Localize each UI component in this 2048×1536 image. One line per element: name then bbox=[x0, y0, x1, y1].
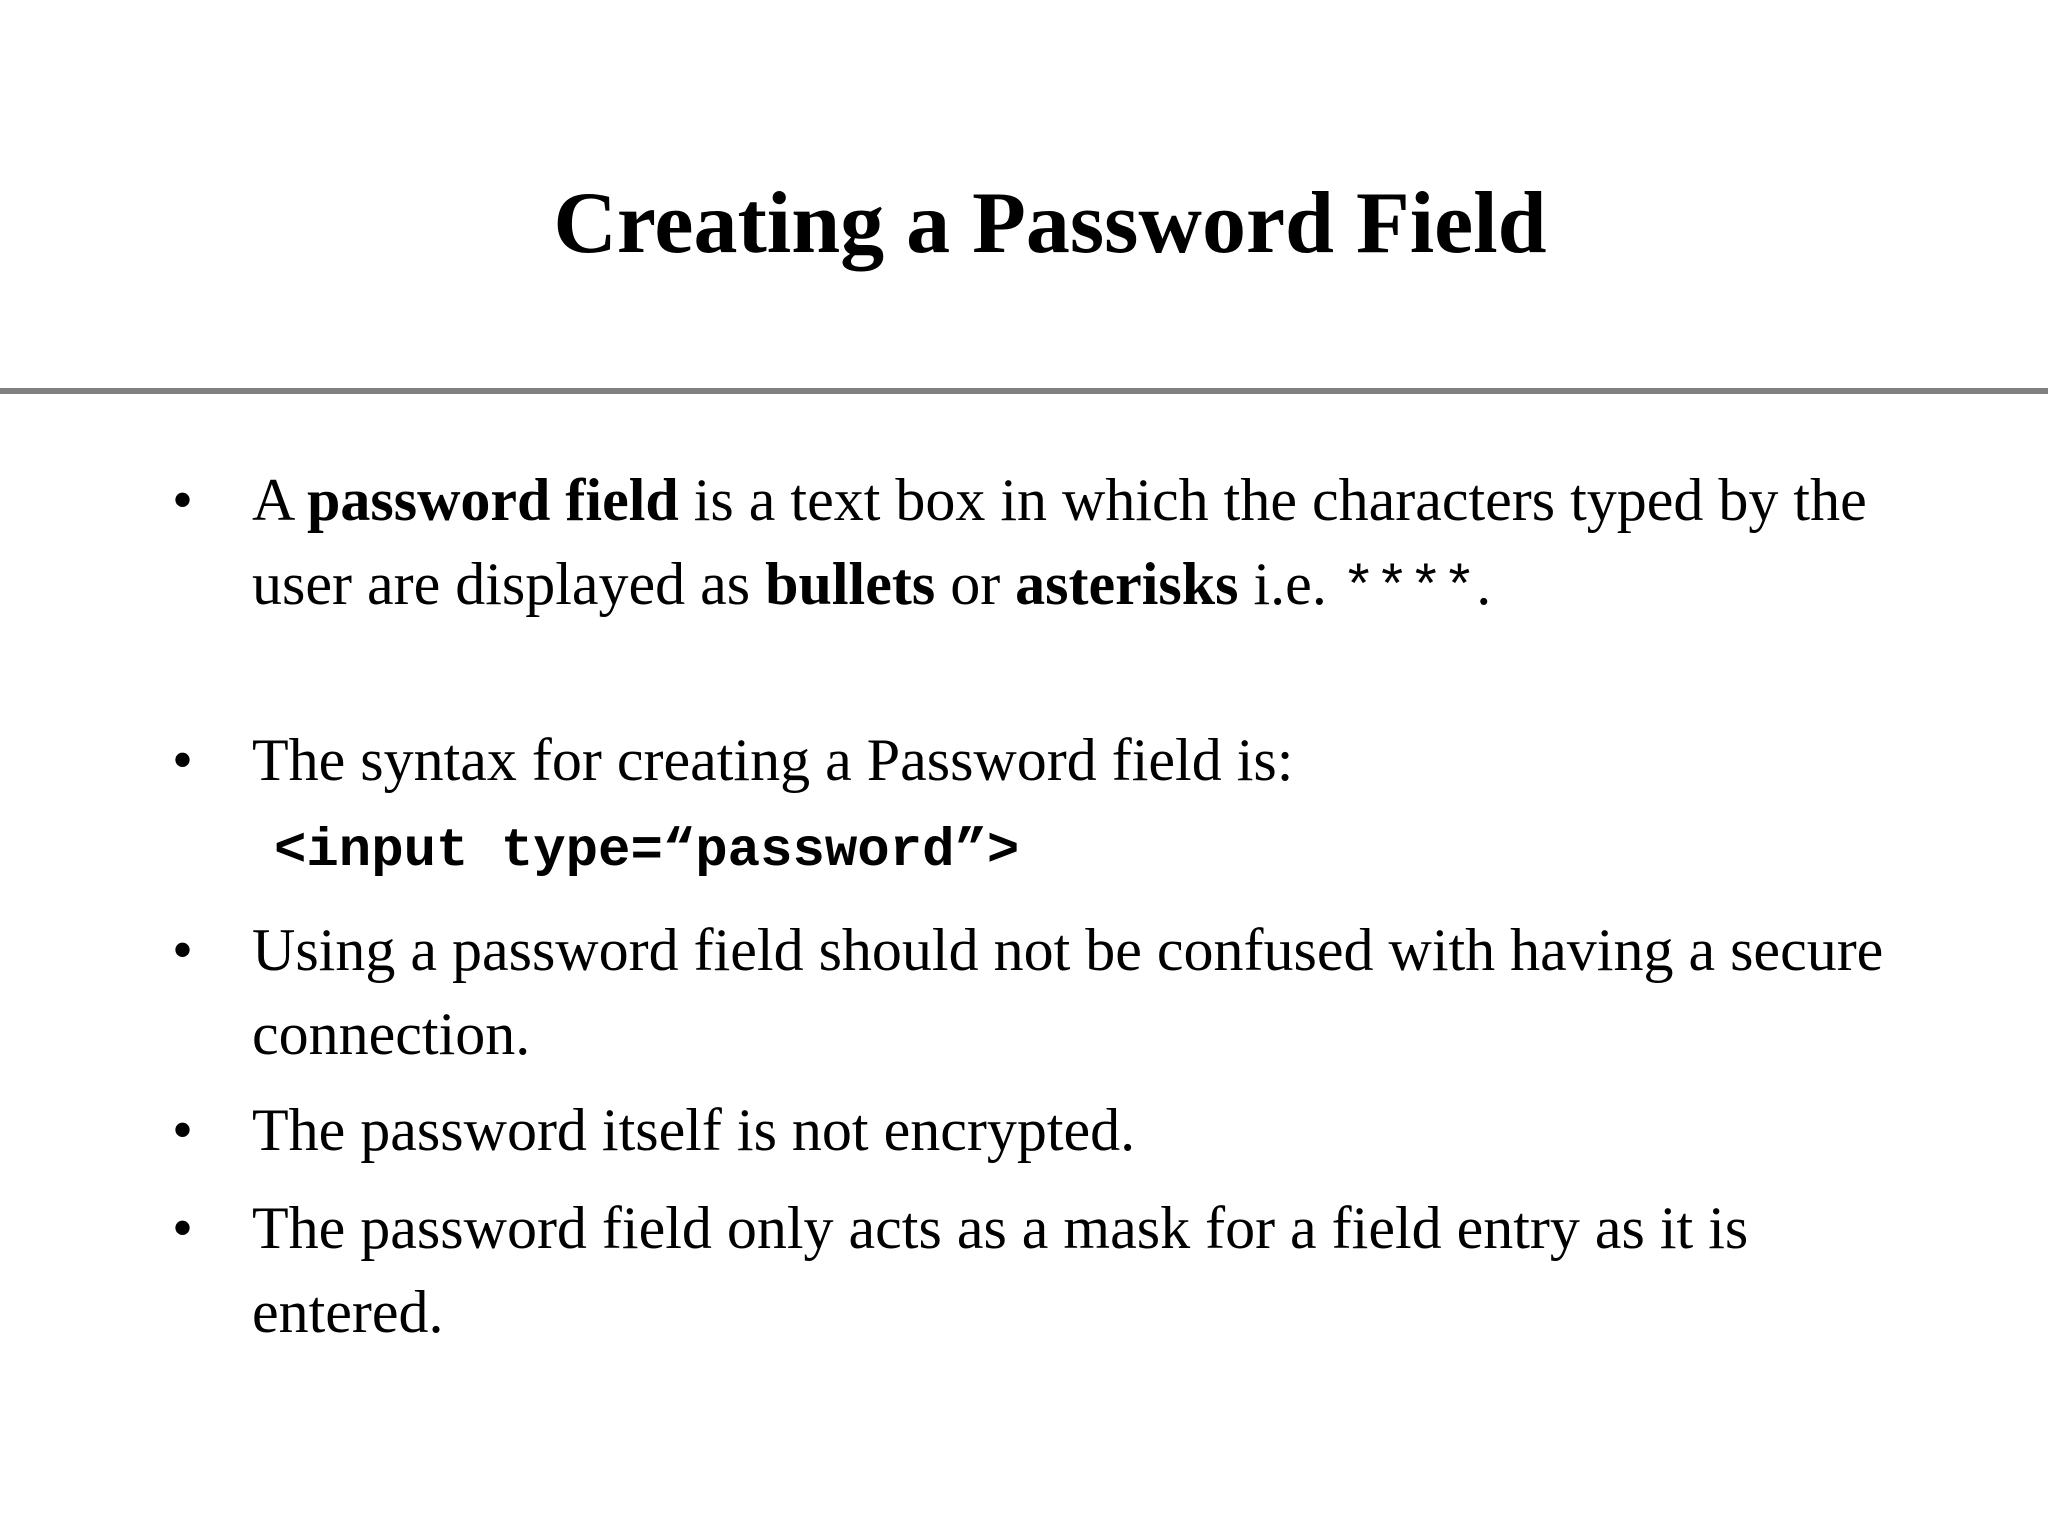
text-segment: is a text box in which the characters typed by the user are displayed as bbox=[252, 467, 1867, 617]
bullet-marker: • bbox=[172, 1097, 194, 1163]
bullet-item-mask: The password field only acts as a mask for a field entry as it is entered. bbox=[252, 1195, 1749, 1345]
text-segment: i.e. bbox=[1238, 551, 1342, 617]
code-snippet: <input type=“password”> bbox=[274, 821, 1020, 882]
bullet-marker: • bbox=[172, 467, 194, 533]
text-segment: . bbox=[1476, 551, 1492, 617]
bullet-marker: • bbox=[172, 727, 194, 793]
bullet-marker: • bbox=[172, 917, 194, 983]
text-segment: A bbox=[252, 467, 308, 533]
text-segment: or bbox=[935, 551, 1016, 617]
bullet-item-not-encrypted: The password itself is not encrypted. bbox=[252, 1097, 1136, 1163]
bold-term: asterisks bbox=[1015, 551, 1239, 617]
bullet-item-definition bbox=[252, 458, 1892, 631]
bullet-item-secure-connection: Using a password field should not be confused with having a secure connection. bbox=[252, 917, 1884, 1067]
bold-term: password field bbox=[307, 467, 679, 533]
asterisks-example: **** bbox=[1341, 557, 1477, 621]
slide-title: Creating a Password Field bbox=[553, 175, 1547, 272]
bullet-marker: • bbox=[172, 1195, 194, 1261]
bullet-item-syntax: The syntax for creating a Password field is: bbox=[252, 727, 1294, 793]
bold-term: bullets bbox=[765, 551, 936, 617]
